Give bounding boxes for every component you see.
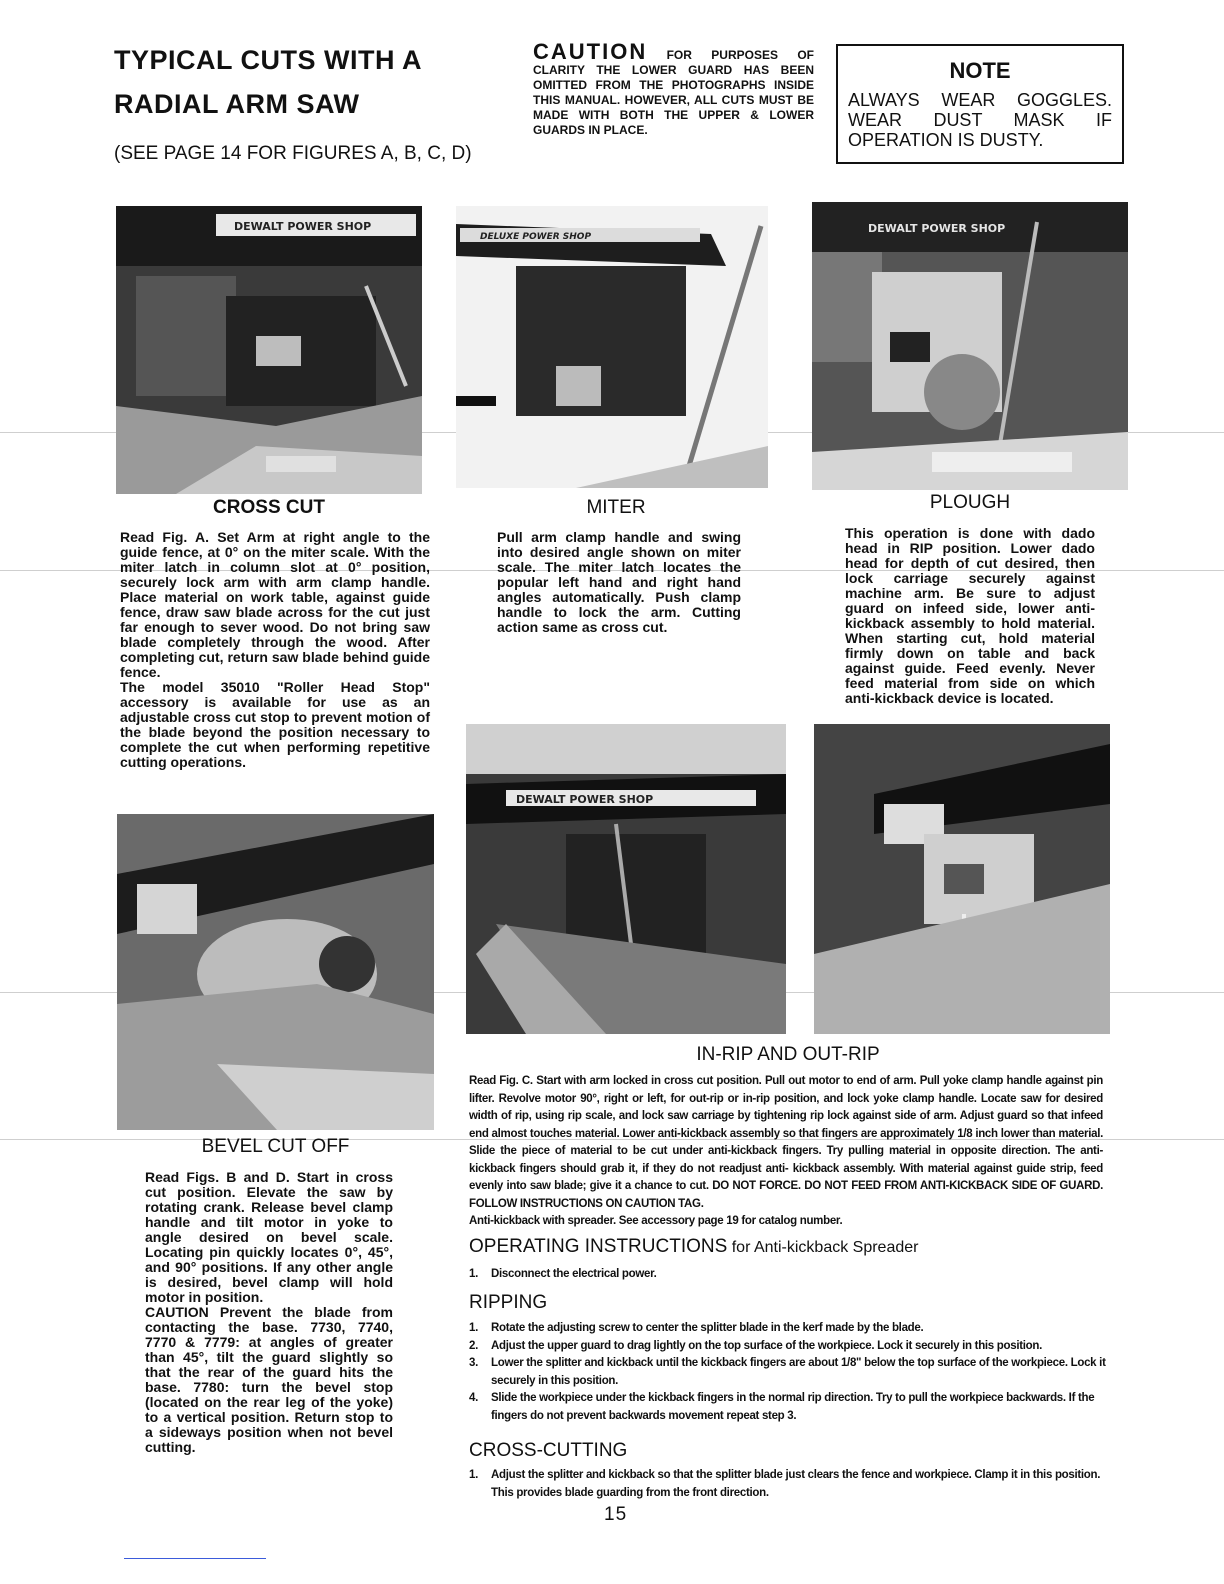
step-text: Disconnect the electrical power. — [491, 1268, 657, 1280]
caution-word: CAUTION — [533, 39, 648, 64]
plough-text: This operation is done with dado head in RIP position. Lower dado head for depth of cut desired, then lock carriage securely against machine arm. Be sure to adjust guard on infeed side, lower anti-kickback assembly to hold material. When starting cut, hold material firmly down on table and back against guide. Feed evenly. Never feed material from side on which anti-kickback device is located. — [845, 525, 1095, 706]
page-title — [114, 38, 474, 126]
step-number: 2. — [469, 1339, 478, 1352]
miter-caption: MITER — [586, 497, 646, 518]
step-text: Adjust the splitter and kickback so that the splitter blade just clears the fence and workpiece. Clamp it in this position. This provides blade guarding from the front direction. — [491, 1469, 1101, 1499]
cross-cut-caption: CROSS CUT — [213, 497, 325, 518]
in-rip-photo-2 — [814, 724, 1110, 1034]
step-number: 1. — [469, 1322, 478, 1334]
step-number: 1. — [469, 1469, 478, 1481]
ripping-steps — [469, 1320, 1109, 1425]
caution-text: FOR PURPOSES OF CLARITY THE LOWER GUARD HAS BEEN OMITTED FROM THE PHOTOGRAPHS INSIDE THIS MANUAL. HOWEVER, ALL CUTS MUST BE MADE WITH BOTH THE UPPER & LOWER GUARDS IN PLACE. — [533, 48, 814, 137]
operating-heading — [469, 1236, 1109, 1258]
photo-brand-text: DEWALT POWER SHOP — [868, 222, 1006, 235]
note-box — [836, 44, 1124, 164]
bevel-photo — [117, 814, 434, 1130]
step-number: 1. — [469, 1268, 478, 1280]
cross-cutting-steps — [469, 1467, 1109, 1502]
cross-cut-text — [120, 530, 430, 770]
ripping-heading: RIPPING — [469, 1292, 548, 1313]
title-line-1: TYPICAL CUTS WITH A — [114, 45, 422, 75]
step-text: Slide the workpiece under the kickback fingers in the normal rip direction. Try to pull the workpiece backwards. If the fingers do not prevent backwards movement repeat step 3. — [491, 1392, 1095, 1422]
photo-brand-text: DEWALT POWER SHOP — [516, 793, 654, 806]
note-text: ALWAYS WEAR GOGGLES. WEAR DUST MASK IF OPERATION IS DUSTY. — [848, 90, 1112, 150]
divider — [124, 1558, 266, 1559]
page-number: 15 — [604, 1504, 628, 1525]
list-item — [469, 1320, 1109, 1338]
bevel-text — [145, 1170, 393, 1455]
operating-steps — [469, 1266, 1109, 1284]
cross-cutting-heading: CROSS-CUTTING — [469, 1440, 628, 1461]
photo-brand-text: DELUXE POWER SHOP — [480, 232, 592, 242]
in-rip-text — [469, 1073, 1103, 1231]
operating-heading-suffix: for Anti-kickback Spreader — [727, 1239, 919, 1256]
step-text: Adjust the upper guard to drag lightly on the top surface of the workpiece. Lock it securely in this position. — [491, 1339, 1043, 1352]
cross-cut-photo — [116, 206, 422, 494]
plough-photo — [812, 202, 1128, 490]
miter-photo — [456, 206, 768, 488]
in-rip-photo-1 — [466, 724, 786, 1034]
cross-cut-paragraph-2: The model 35010 "Roller Head Stop" accessory is available for use as an adjustable cross cut stop to prevent motion of the blade beyond the position necessary to complete the cut when performing repetitive cutting operations. — [120, 679, 430, 770]
step-text: Lower the splitter and kickback until the kickback fingers are about 1/8" below the top surface of the workpiece. Lock it securely in this position. — [491, 1357, 1106, 1387]
note-title: NOTE — [949, 58, 1011, 83]
in-rip-paragraph: Read Fig. C. Start with arm locked in cross cut position. Pull out motor to end of arm. Pull yoke clamp handle against pin lifter. Revolve motor 90°, right or left, for out-rip or in-rip position, and lock yoke clamp handle. Locate saw for desired width of rip, using rip scale, and lock saw carriage by tightening rip lock against side of arm. Adjust guard so that infeed end almost touches material. Lower anti-kickback assembly so that fingers are approximately 1/8 inch lower than material. Slide the piece of material to be cut under anti-kickback fingers. Try pulling material in opposite direction. The anti-kickback fingers should grab it, if they do not readjust anti- kickback assembly. With material against guide strip, feed evenly into saw blade; give it a chance to cut. DO NOT FORCE. DO NOT FEED FROM ANTI-KICKBACK SIDE OF GUARD. FOLLOW INSTRUCTIONS ON CAUTION TAG. — [469, 1075, 1103, 1210]
bevel-caption: BEVEL CUT OFF — [201, 1136, 350, 1157]
bevel-paragraph-2: CAUTION Prevent the blade from contacting the base. 7730, 7740, 7770 & 7779: at angles of greater than 45°, tilt the guard slightly so that the rear of the guard hits the base. 7780: turn the bevel stop (located on the rear leg of the yoke) to a vertical position. Return stop to a sideways position when not bevel cutting. — [145, 1304, 393, 1455]
list-item — [469, 1467, 1109, 1502]
plough-caption: PLOUGH — [929, 492, 1011, 513]
list-item — [469, 1390, 1109, 1425]
in-rip-caption: IN-RIP AND OUT-RIP — [696, 1044, 880, 1065]
list-item — [469, 1355, 1109, 1390]
list-item — [469, 1338, 1109, 1356]
title-line-2: RADIAL ARM SAW — [114, 89, 360, 119]
step-number: 4. — [469, 1392, 478, 1404]
step-text: Rotate the adjusting screw to center the splitter blade in the kerf made by the blade. — [491, 1322, 924, 1334]
spreader-line: Anti-kickback with spreader. See accessory page 19 for catalog number. — [469, 1215, 843, 1227]
photo-brand-text: DEWALT POWER SHOP — [234, 220, 372, 233]
caution-block — [533, 39, 814, 138]
step-number: 3. — [469, 1357, 478, 1369]
list-item — [469, 1266, 1109, 1284]
operating-heading-main: OPERATING INSTRUCTIONS — [469, 1236, 728, 1257]
cross-cut-paragraph-1: Read Fig. A. Set Arm at right angle to the guide fence, at 0° on the miter scale. With the miter latch in column slot at 0° position, securely lock arm with arm clamp handle. Place material on work table, against guide fence, draw saw blade across for the cut just far enough to sever wood. Do not bring saw blade completely through the wood. After completing cut, return saw blade behind guide fence. — [120, 529, 430, 680]
bevel-paragraph-1: Read Figs. B and D. Start in cross cut position. Elevate the saw by rotating crank. Release bevel clamp handle and tilt motor in yoke to angle desired on bevel scale. Locating pin quickly locates 0°, 45°, and 90° positions. If any other angle is desired, bevel clamp will hold motor in position. — [145, 1169, 393, 1305]
subtitle: (SEE PAGE 14 FOR FIGURES A, B, C, D) — [114, 143, 472, 164]
miter-text: Pull arm clamp handle and swing into desired angle shown on miter scale. The miter latch locates the popular left hand and right hand angles automatically. Push clamp handle to lock the arm. Cutting action same as cross cut. — [497, 529, 741, 635]
